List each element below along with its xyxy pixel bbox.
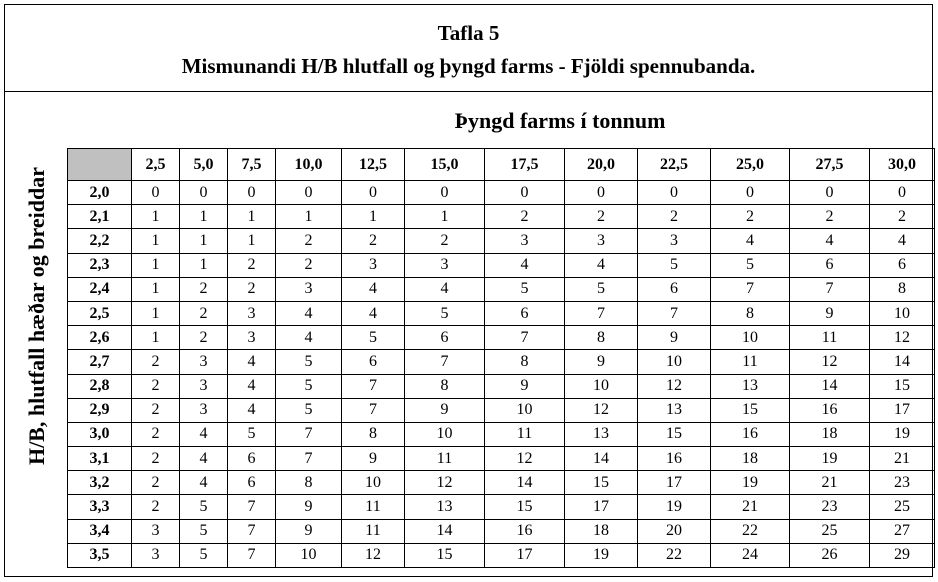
- table-cell: 7: [228, 495, 276, 519]
- table-cell: 3: [180, 398, 228, 422]
- table-row: [68, 350, 935, 374]
- table-cell: 2: [180, 326, 228, 350]
- table-cell: 4: [711, 229, 790, 253]
- row-header: 2,0: [68, 181, 132, 205]
- table-subtitle: Mismunandi H/B hlutfall og þyngd farms - Fjöldi spennubanda.: [181, 54, 756, 78]
- table-cell: 2: [132, 398, 180, 422]
- table-cell: 4: [342, 301, 405, 325]
- table-cell: 10: [711, 326, 790, 350]
- table-cell: 0: [565, 181, 638, 205]
- table-cell: 7: [276, 447, 342, 471]
- table-cell: 9: [565, 350, 638, 374]
- table-cell: 2: [565, 205, 638, 229]
- row-header: 3,5: [68, 543, 132, 567]
- table-cell: 7: [342, 398, 405, 422]
- table-cell: 15: [870, 374, 935, 398]
- table-cell: 3: [485, 229, 565, 253]
- table-cell: 16: [638, 447, 711, 471]
- table-cell: 20: [638, 519, 711, 543]
- table-cell: 14: [870, 350, 935, 374]
- table-cell: 18: [711, 447, 790, 471]
- table-cell: 4: [485, 253, 565, 277]
- table-cell: 0: [276, 181, 342, 205]
- table-cell: 7: [711, 277, 790, 301]
- table-cell: 10: [638, 350, 711, 374]
- row-header: 2,8: [68, 374, 132, 398]
- table-cell: 19: [711, 471, 790, 495]
- table-cell: 4: [405, 277, 485, 301]
- table-cell: 4: [870, 229, 935, 253]
- table-cell: 10: [565, 374, 638, 398]
- table-cell: 1: [228, 229, 276, 253]
- table-cell: 5: [180, 495, 228, 519]
- table-cell: 23: [790, 495, 870, 519]
- table-cell: 3: [180, 350, 228, 374]
- table-cell: 0: [711, 181, 790, 205]
- table-cell: 4: [180, 422, 228, 446]
- row-header: 3,3: [68, 495, 132, 519]
- table-cell: 7: [638, 301, 711, 325]
- table-cell: 13: [711, 374, 790, 398]
- table-cell: 12: [405, 471, 485, 495]
- table-row: [68, 181, 935, 205]
- table-cell: 18: [565, 519, 638, 543]
- table-cell: 15: [565, 471, 638, 495]
- table-cell: 26: [790, 543, 870, 567]
- table-row: [68, 301, 935, 325]
- table-cell: 19: [565, 543, 638, 567]
- table-cell: 11: [342, 495, 405, 519]
- table-cell: 5: [228, 422, 276, 446]
- row-header: 2,2: [68, 229, 132, 253]
- table-cell: 1: [180, 229, 228, 253]
- table-cell: 1: [132, 277, 180, 301]
- table-cell: 1: [132, 253, 180, 277]
- table-cell: 1: [405, 205, 485, 229]
- table-cell: 0: [485, 181, 565, 205]
- table-cell: 4: [228, 398, 276, 422]
- table-cell: 8: [342, 422, 405, 446]
- table-cell: 4: [180, 447, 228, 471]
- table-row: [68, 543, 935, 567]
- column-header: 5,0: [180, 149, 228, 181]
- table-cell: 17: [638, 471, 711, 495]
- row-header: 3,4: [68, 519, 132, 543]
- table-cell: 2: [180, 277, 228, 301]
- table-cell: 1: [132, 205, 180, 229]
- table-cell: 0: [638, 181, 711, 205]
- table-cell: 6: [405, 326, 485, 350]
- table-cell: 6: [790, 253, 870, 277]
- table-cell: 2: [276, 229, 342, 253]
- table-cell: 1: [132, 326, 180, 350]
- table-cell: 14: [405, 519, 485, 543]
- table-cell: 5: [276, 374, 342, 398]
- table-cell: 7: [342, 374, 405, 398]
- row-header: 3,0: [68, 422, 132, 446]
- row-header: 2,7: [68, 350, 132, 374]
- table-cell: 2: [180, 301, 228, 325]
- table-cell: 2: [228, 277, 276, 301]
- table-cell: 6: [638, 277, 711, 301]
- column-header: 10,0: [276, 149, 342, 181]
- table-cell: 0: [342, 181, 405, 205]
- table-cell: 25: [790, 519, 870, 543]
- table-cell: 4: [228, 374, 276, 398]
- table-cell: 2: [342, 229, 405, 253]
- table-cell: 1: [180, 205, 228, 229]
- table-row: [68, 229, 935, 253]
- table-cell: 7: [228, 543, 276, 567]
- table-cell: 1: [132, 301, 180, 325]
- table-cell: 10: [485, 398, 565, 422]
- table-cell: 2: [132, 495, 180, 519]
- column-header: 12,5: [342, 149, 405, 181]
- column-header: 17,5: [485, 149, 565, 181]
- table-cell: 9: [276, 495, 342, 519]
- row-header: 2,9: [68, 398, 132, 422]
- table-cell: 29: [870, 543, 935, 567]
- table-cell: 6: [228, 471, 276, 495]
- table-cell: 4: [276, 301, 342, 325]
- column-header: 2,5: [132, 149, 180, 181]
- table-cell: 1: [276, 205, 342, 229]
- table-cell: 14: [485, 471, 565, 495]
- table-cell: 12: [485, 447, 565, 471]
- table-cell: 5: [565, 277, 638, 301]
- table-row: [68, 205, 935, 229]
- table-cell: 0: [180, 181, 228, 205]
- table-cell: 5: [711, 253, 790, 277]
- table-row: [68, 495, 935, 519]
- table-cell: 6: [870, 253, 935, 277]
- table-cell: 11: [342, 519, 405, 543]
- table-cell: 21: [711, 495, 790, 519]
- table-cell: 3: [565, 229, 638, 253]
- table-cell: 16: [790, 398, 870, 422]
- table-body: [68, 181, 935, 568]
- table-cell: 0: [790, 181, 870, 205]
- table-cell: 9: [405, 398, 485, 422]
- table-cell: 2: [132, 422, 180, 446]
- column-header: 20,0: [565, 149, 638, 181]
- table-title: Tafla 5: [437, 21, 500, 45]
- column-header: 7,5: [228, 149, 276, 181]
- table-cell: 13: [565, 422, 638, 446]
- table-cell: 15: [638, 422, 711, 446]
- row-header: 2,4: [68, 277, 132, 301]
- table-cell: 1: [228, 205, 276, 229]
- column-header: 27,5: [790, 149, 870, 181]
- table-cell: 8: [405, 374, 485, 398]
- table-cell: 11: [485, 422, 565, 446]
- table-cell: 19: [870, 422, 935, 446]
- table-cell: 8: [485, 350, 565, 374]
- column-header: 15,0: [405, 149, 485, 181]
- table-cell: 0: [870, 181, 935, 205]
- table-cell: 16: [485, 519, 565, 543]
- table-cell: 5: [638, 253, 711, 277]
- table-cell: 1: [180, 253, 228, 277]
- table-cell: 5: [485, 277, 565, 301]
- table-cell: 0: [132, 181, 180, 205]
- table-cell: 1: [132, 229, 180, 253]
- table-cell: 7: [565, 301, 638, 325]
- table-cell: 3: [228, 326, 276, 350]
- table-cell: 9: [342, 447, 405, 471]
- table-cell: 4: [276, 326, 342, 350]
- table-cell: 6: [342, 350, 405, 374]
- row-header: 3,2: [68, 471, 132, 495]
- table-cell: 6: [485, 301, 565, 325]
- table-cell: 5: [276, 398, 342, 422]
- table-cell: 8: [276, 471, 342, 495]
- table-cell: 2: [405, 229, 485, 253]
- table-cell: 2: [711, 205, 790, 229]
- table-row: [68, 447, 935, 471]
- table-cell: 5: [405, 301, 485, 325]
- table-cell: 21: [790, 471, 870, 495]
- column-header: 22,5: [638, 149, 711, 181]
- table-cell: 11: [790, 326, 870, 350]
- table-cell: 15: [711, 398, 790, 422]
- table-cell: 2: [132, 471, 180, 495]
- table-cell: 3: [276, 277, 342, 301]
- table-cell: 5: [276, 350, 342, 374]
- table-cell: 12: [342, 543, 405, 567]
- corner-cell: [68, 149, 132, 181]
- table-cell: 4: [180, 471, 228, 495]
- table-cell: 5: [342, 326, 405, 350]
- table-cell: 21: [870, 447, 935, 471]
- table-cell: 8: [870, 277, 935, 301]
- table-cell: 14: [565, 447, 638, 471]
- table-cell: 4: [228, 350, 276, 374]
- table-cell: 12: [870, 326, 935, 350]
- table-cell: 13: [638, 398, 711, 422]
- table-row: [68, 471, 935, 495]
- table-cell: 25: [870, 495, 935, 519]
- table-cell: 11: [711, 350, 790, 374]
- table-cell: 12: [565, 398, 638, 422]
- table-cell: 18: [790, 422, 870, 446]
- table-cell: 3: [228, 301, 276, 325]
- column-axis-label: Þyngd farms í tonnum: [454, 108, 666, 133]
- table-cell: 17: [870, 398, 935, 422]
- table-cell: 2: [228, 253, 276, 277]
- table-cell: 9: [276, 519, 342, 543]
- table-cell: 2: [132, 350, 180, 374]
- table-cell: 15: [405, 543, 485, 567]
- table-cell: 14: [790, 374, 870, 398]
- table-row: [68, 277, 935, 301]
- table-cell: 8: [565, 326, 638, 350]
- table-row: [68, 374, 935, 398]
- table-cell: 15: [485, 495, 565, 519]
- table-cell: 3: [132, 519, 180, 543]
- table-cell: 19: [638, 495, 711, 519]
- table-cell: 2: [638, 205, 711, 229]
- column-header: 30,0: [870, 149, 935, 181]
- table-cell: 3: [180, 374, 228, 398]
- table-cell: 3: [342, 253, 405, 277]
- table-cell: 5: [180, 543, 228, 567]
- row-header: 3,1: [68, 447, 132, 471]
- table-row: [68, 326, 935, 350]
- table-cell: 7: [790, 277, 870, 301]
- table-cell: 11: [405, 447, 485, 471]
- table-cell: 7: [276, 422, 342, 446]
- table-cell: 10: [276, 543, 342, 567]
- table-cell: 22: [638, 543, 711, 567]
- table-cell: 12: [790, 350, 870, 374]
- table-cell: 16: [711, 422, 790, 446]
- table-cell: 12: [638, 374, 711, 398]
- table-cell: 9: [790, 301, 870, 325]
- table-row: [68, 253, 935, 277]
- row-header: 2,5: [68, 301, 132, 325]
- table-cell: 5: [180, 519, 228, 543]
- table-cell: 0: [228, 181, 276, 205]
- row-header: 2,6: [68, 326, 132, 350]
- table-cell: 2: [485, 205, 565, 229]
- table-cell: 0: [405, 181, 485, 205]
- table-cell: 7: [485, 326, 565, 350]
- table-cell: 2: [870, 205, 935, 229]
- table-cell: 3: [638, 229, 711, 253]
- row-axis-label: H/B, hlutfall hæðar og breiddar: [24, 166, 49, 466]
- table-cell: 4: [790, 229, 870, 253]
- table-cell: 7: [228, 519, 276, 543]
- row-header: 2,3: [68, 253, 132, 277]
- table-row: [68, 422, 935, 446]
- table-cell: 23: [870, 471, 935, 495]
- table-cell: 2: [132, 447, 180, 471]
- table-cell: 9: [485, 374, 565, 398]
- table-cell: 2: [132, 374, 180, 398]
- table-row: [68, 519, 935, 543]
- table-cell: 24: [711, 543, 790, 567]
- table-cell: 17: [485, 543, 565, 567]
- table-cell: 13: [405, 495, 485, 519]
- table-cell: 27: [870, 519, 935, 543]
- table-cell: 2: [276, 253, 342, 277]
- table-cell: 22: [711, 519, 790, 543]
- table-cell: 4: [342, 277, 405, 301]
- title-box: [4, 4, 933, 92]
- table-cell: 9: [638, 326, 711, 350]
- table-cell: 10: [405, 422, 485, 446]
- data-table: [67, 148, 935, 568]
- table-cell: 19: [790, 447, 870, 471]
- table-cell: 3: [132, 543, 180, 567]
- row-header: 2,1: [68, 205, 132, 229]
- header-row: [68, 149, 935, 181]
- table-cell: 4: [565, 253, 638, 277]
- table-row: [68, 398, 935, 422]
- table-cell: 6: [228, 447, 276, 471]
- table-cell: 17: [565, 495, 638, 519]
- column-header: 25,0: [711, 149, 790, 181]
- table-cell: 3: [405, 253, 485, 277]
- table-cell: 8: [711, 301, 790, 325]
- table-cell: 2: [790, 205, 870, 229]
- table-cell: 1: [342, 205, 405, 229]
- table-cell: 10: [870, 301, 935, 325]
- table-cell: 10: [342, 471, 405, 495]
- table-cell: 7: [405, 350, 485, 374]
